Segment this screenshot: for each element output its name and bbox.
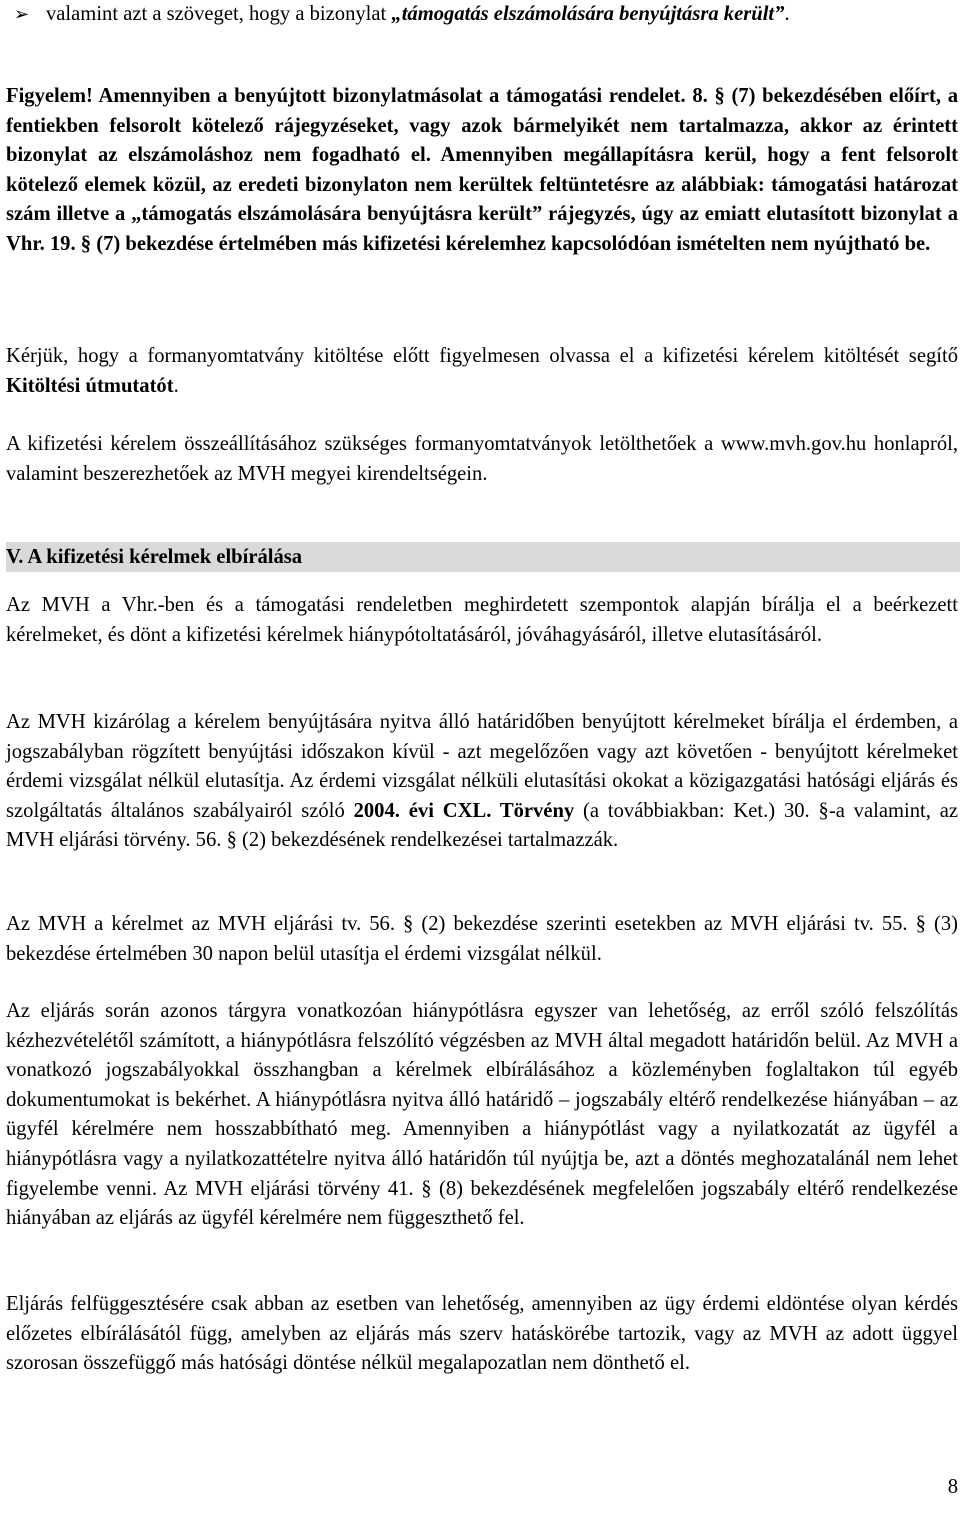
- instructions-paragraph: Kérjük, hogy a formanyomtatvány kitöltése előtt figyelmesen olvassa el a kifizetési kérelem kitöltését segítő Kitöltési útmutatót.: [6, 345, 958, 397]
- bullet-italic-phrase: „támogatás elszámolására benyújtásra került”: [391, 3, 785, 25]
- section-heading: V. A kifizetési kérelmek elbírálása: [6, 542, 960, 572]
- paragraph-1: Az MVH a Vhr.-ben és a támogatási rendeletben meghirdetett szempontok alapján bírálja el a beérkezett kérelmeket, és dönt a kifizetési kérelmek hiánypótoltatásáról, jóváhagyásáról, illetve elutasításáról.: [6, 594, 958, 646]
- bullet-item: [14, 0, 958, 30]
- paragraph-5: Eljárás felfüggesztésére csak abban az esetben van lehetőség, amennyiben az ügy érdemi eldöntése olyan kérdés előzetes elbírálásától függ, amelyben az eljárás más szerv hatáskörébe tartozik, vagy az MVH az adott üggyel szorosan összefüggő más hatósági döntése nélkül megalapozatlan nem dönthető el.: [6, 1293, 958, 1375]
- guide-link-text: Kitöltési útmutatót: [6, 374, 174, 397]
- paragraph-2: Az MVH kizárólag a kérelem benyújtására nyitva álló határidőben benyújtott kérelmeket bírálja el érdemben, a jogszabályban rögzített benyújtási időszakon kívül - azt megelőzően vagy azt követően - benyújtott kérelmeket érdemi vizsgálat nélkül elutasítja. Az érdemi vizsgálat nélküli elutasítási okokat a közigazgatási hatósági eljárás és szolgáltatás általános szabályairól szóló 2004. évi CXL. Törvény (a továbbiakban: Ket.) 30. §-a valamint, az MVH eljárási törvény. 56. § (2) bekezdésének rendelkezései tartalmazzák.: [6, 711, 958, 852]
- law-reference: 2004. évi CXL. Törvény: [353, 799, 575, 822]
- paragraph-3: Az MVH a kérelmet az MVH eljárási tv. 56. § (2) bekezdése szerinti esetekben az MVH eljárási tv. 55. § (3) bekezdése értelmében 30 napon belül utasítja el érdemi vizsgálat nélkül.: [6, 913, 958, 965]
- warning-paragraph: Figyelem! Amennyiben a benyújtott bizonylatmásolat a támogatási rendelet. 8. § (7) bekezdésében előírt, a fentiekben felsorolt kötelező rájegyzéseket, vagy azok bármelyikét nem tartalmazza, akkor az érintett bizonylat az elszámoláshoz nem fogadható el. Amennyiben megállapításra kerül, hogy a fent felsorolt kötelező elemek közül, az eredeti bizonylaton nem kerültek feltüntetésre az alábbiak: támogatási határozat szám illetve a „támogatás elszámolására benyújtásra került” rájegyzés, úgy az emiatt elutasított bizonylat a Vhr. 19. § (7) bekezdése értelmében más kifizetési kérelemhez kapcsolódóan ismételten nem nyújtható be.: [6, 85, 958, 255]
- paragraph-4: Az eljárás során azonos tárgyra vonatkozóan hiánypótlásra egyszer van lehetőség, az erről szóló felszólítás kézhezvételétől számított, a hiánypótlásra felszólító végzésben az MVH által megadott határidőn belül. Az MVH a vonatkozó jogszabályokkal összhangban a kérelmek elbírálásához a közleményben foglaltakon túl egyéb dokumentumokat is bekérhet. A hiánypótlásra nyitva álló határidő – jogszabály eltérő rendelkezése hiányában – az ügyfél kérelmére nem hosszabbítható meg. Amennyiben a hiánypótlást vagy a nyilatkozatát az ügyfél a hiánypótlásra vagy a nyilatkozattételre nyitva álló határidőn túl nyújtja be, azt a döntés meghozatalánál nem lehet figyelembe venni. Az MVH eljárási törvény 41. § (8) bekezdésének megfelelően jogszabály eltérő rendelkezése hiányában az eljárás az ügyfél kérelmére nem függeszthető fel.: [6, 1000, 958, 1230]
- page-number: 8: [947, 1476, 958, 1498]
- arrow-bullet-icon: ➢: [14, 4, 30, 25]
- bullet-text: valamint azt a szöveget, hogy a bizonylat „támogatás elszámolására benyújtásra került”.: [46, 3, 790, 25]
- forms-paragraph: A kifizetési kérelem összeállításához szükséges formanyomtatványok letölthetőek a www.mvh.gov.hu honlapról, valamint beszerezhetőek az MVH megyei kirendeltségein.: [6, 433, 958, 485]
